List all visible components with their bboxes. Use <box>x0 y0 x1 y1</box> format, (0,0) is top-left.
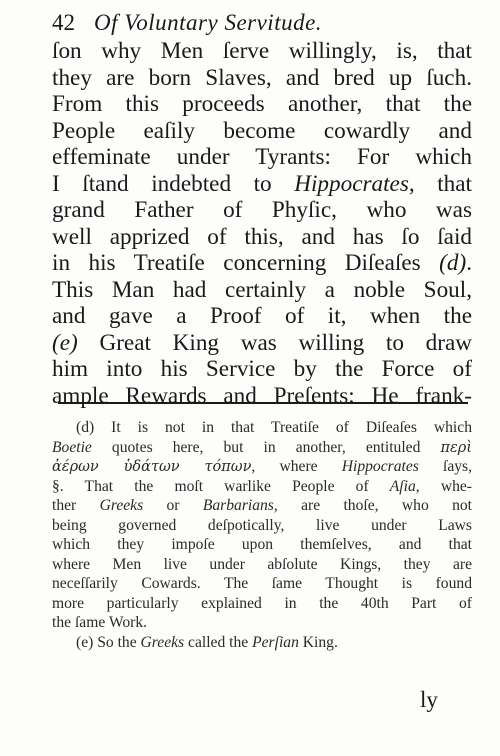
text-run: , that <box>408 170 472 197</box>
text-run: called the <box>184 633 253 651</box>
footnote-d-line-11: the ſame Work. <box>52 614 148 631</box>
greeks-name: Greeks <box>99 497 144 514</box>
footnote-ref-d[interactable]: (d) <box>439 250 467 276</box>
body-line-10: This Man had certainly a noble Soul, <box>52 276 472 303</box>
footnote-d-line-5 <box>52 496 472 516</box>
footnote-d-line-9: neceſſarily Cowards. The ſame Thought is found <box>52 575 472 592</box>
body-line-14: ample Rewards and Preſents: He frank- <box>52 382 472 409</box>
body-line-6 <box>52 171 472 198</box>
text-run: ſays, <box>418 458 472 475</box>
footnotes <box>52 418 472 652</box>
body-line-3: From this proceeds another, that the <box>52 91 472 117</box>
footnote-d-line-7: which they impoſe upon themſelves, and that <box>52 536 472 553</box>
footnote-d-line-1: (d) It is not in that Treatiſe of Diſeaſes which <box>76 419 472 436</box>
body-text <box>52 38 472 409</box>
text-run: . <box>466 250 472 276</box>
body-line-13: him into his Service by the Force of <box>52 356 472 382</box>
text-run: §. That the moſt warlike People of <box>52 477 390 495</box>
body-line-2: they are born Slaves, and bred up ſuch. <box>52 64 472 91</box>
text-run: quotes here, but in another, entituled <box>91 438 441 456</box>
text-run: , where <box>251 458 342 475</box>
page-header <box>52 8 472 38</box>
footnote-d-line-2 <box>52 438 472 458</box>
text-run: I ſtand indebted to <box>52 170 295 197</box>
body-line-4: People eaſily become cowardly and <box>52 117 472 144</box>
body-line-5: effeminate under Tyrants: For which <box>52 144 472 170</box>
text-run: , whe- <box>415 477 472 495</box>
text-run: King. <box>298 633 338 651</box>
footnote-rule <box>58 402 468 404</box>
footnote-d-line-6: being governed deſpotically, live under Laws <box>52 516 472 534</box>
persian-name: Perſian <box>252 633 299 651</box>
text-run: or <box>143 497 203 514</box>
text-run: Great King was willing to draw <box>77 329 472 356</box>
asia-name: Aſia <box>389 477 416 495</box>
body-line-1: ſon why Men ſerve willingly, is, that <box>52 38 472 64</box>
body-line-8: well apprized of this, and has ſo ſaid <box>52 223 472 250</box>
footnote-d-line-3 <box>52 457 472 477</box>
greek-text: ἀέρων ὑδάτων τόπων <box>52 459 252 475</box>
greek-text: περὶ <box>440 439 472 456</box>
text-run: in his Treatiſe concerning Diſeaſes <box>52 250 440 276</box>
boetie-name: Boetie <box>52 438 92 456</box>
footnote-d-line-8: where Men live under abſolute Kings, they are <box>52 555 472 573</box>
body-line-9 <box>52 250 472 277</box>
footnote-e <box>52 633 472 653</box>
footnote-ref-e[interactable]: (e) <box>52 329 78 356</box>
body-line-12 <box>52 330 472 357</box>
hippocrates-name: Hippocrates <box>294 170 409 197</box>
body-line-7: grand Father of Phyſic, who was <box>52 197 472 223</box>
running-head: Of Voluntary Servitude. <box>94 10 323 35</box>
text-run: ther <box>52 497 100 514</box>
hippocrates-name: Hippocrates <box>341 458 419 475</box>
text-run: , are thoſe, who not <box>273 497 472 514</box>
body-line-11: and gave a Proof of it, when the <box>52 303 472 329</box>
greeks-name: Greeks <box>140 633 185 651</box>
barbarians-name: Barbarians <box>202 497 274 514</box>
footnote-d-line-4 <box>52 477 472 497</box>
footnote-d-line-10: more particularly explained in the 40th Part of <box>52 594 472 612</box>
page-number: 42 <box>52 10 75 35</box>
text-run: (e) So the <box>76 633 141 651</box>
catchword: ly <box>420 687 438 712</box>
